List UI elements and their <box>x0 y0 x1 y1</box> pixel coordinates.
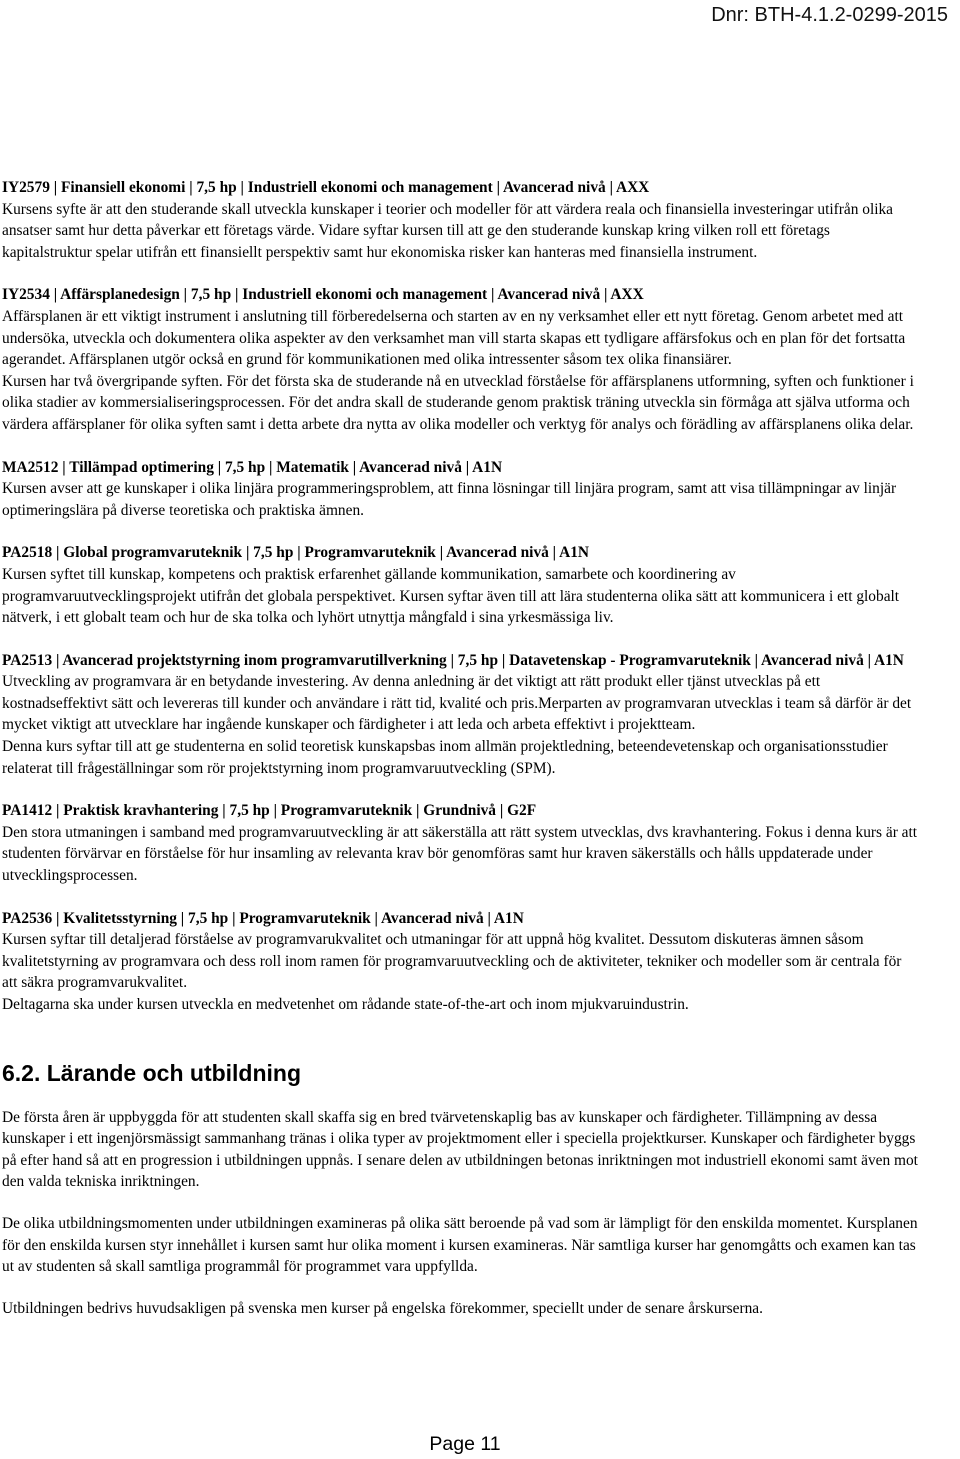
course-description: Kursens syfte är att den studerande skall utveckla kunskaper i teorier och modeller för att värdera reala och finansiella investeringar utifrån olika ansatser samt hur detta påverkar ett företags värde. Vidare syftar kursen till att ge den studerande kunskap kring vilken roll ett företags kapitalstruktur spelar utifrån ett finansiellt perspektiv samt hur ekonomiska risker kan hanteras med finansiella instrument. <box>2 200 894 261</box>
course-iy2534 <box>2 284 920 435</box>
section-paragraph: Utbildningen bedrivs huvudsakligen på svenska men kurser på engelska förekommer, speciellt under de senare årskurserna. <box>2 1299 763 1317</box>
course-pa2513 <box>2 650 920 780</box>
course-description: Deltagarna ska under kursen utveckla en medvetenhet om rådande state-of-the-art och inom mjukvaruindustrin. <box>2 996 689 1013</box>
course-description: Den stora utmaningen i samband med programvaruutveckling är att säkerställa att rätt system utvecklas, dvs kravhantering. Fokus i denna kurs är att studenten förvärvar en förståelse för hur insamling av relevanta krav bör genomföras samt hur kraven säkerställs och hålls uppdaterade under utvecklingsprocessen. <box>2 823 918 885</box>
course-pa2518 <box>2 542 920 628</box>
course-title: IY2579 | Finansiell ekonomi | 7,5 hp | Industriell ekonomi och management | Avancerad nivå | AXX <box>2 179 650 196</box>
section-larande-och-utbildning <box>2 1058 920 1320</box>
course-title: PA2518 | Global programvaruteknik | 7,5 hp | Programvaruteknik | Avancerad nivå | A1N <box>2 544 589 562</box>
course-description: Affärsplanen är ett viktigt instrument i anslutning till förberedelserna och starten av en ny verksamhet eller ett nytt företag. Genom arbetet med att undersöka, utveckla och dokumentera olika aspekter av den verksamhet man vill starta skapas ett tydligare affärsfokus och en plan för det fortsatta agerandet. Affärsplanen utgör också en grund för kommunikationen med olika intressenter såsom tex olika finansiärer. <box>2 307 906 369</box>
course-description: Kursen syftet till kunskap, kompetens och praktisk erfarenhet gällande kommunikation, samarbete och koordinering av programvaruutvecklingsprojekt utifrån det globala perspektivet. Kursen syftar även till att lära studenterna olika sätt att kommunicera i ett globalt nätverk, i ett globalt team och hur de ska tolka och lyhört utnyttja mångfald i sina yrkesmässiga liv. <box>2 565 900 627</box>
section-paragraph: De första åren är uppbyggda för att studenten skall skaffa sig en bred tvärvetenskaplig bas av kunskaper och färdigheter. Tillämpning av dessa kunskaper i ett ingenjörsmässigt sammanhang tränas i olika typer av projektmoment eller i speciella projektkurser. Kunskaper och färdigheter byggs på efter hand så att en progression i utbildningen uppnås. I senare delen av utbildningen betonas inriktningen mot industriell ekonomi samt även mot den valda tekniska inriktningen. <box>2 1108 918 1191</box>
course-description: Kursen har två övergripande syften. För det första ska de studerande nå en utvecklad förståelse för affärsplanens utformning, syften och funktioner i olika stadier av kommersialiseringsprocessen. För det andra skall de studerande genom praktisk träning utveckla sin förmåga att själva utforma och värdera affärsplaner för olika syften samt i detta arbete dra nytta av olika modeller och verktyg för analys och förädling av affärsplanens olika delar. <box>2 372 914 433</box>
course-pa1412 <box>2 800 920 886</box>
section-paragraph: De olika utbildningsmomenten under utbildningen examineras på olika sätt beroende på vad som är lämpligt för den enskilda momentet. Kursplanen för den enskilda kursen styr innehållet i kursen samt hur olika moment i kursen examineras. När samtliga kurser har genomgåtts och examen kan tas ut av studenten så skall samtliga programmål för programmet vara uppfyllda. <box>2 1214 918 1276</box>
course-title: PA2513 | Avancerad projektstyrning inom programvarutillverkning | 7,5 hp | Datavetenskap - Programvaruteknik | Avancerad nivå | A1N <box>2 651 904 669</box>
course-description: Kursen avser att ge kunskaper i olika linjära programmeringsproblem, att finna lösningar till linjära program, samt att visa tillämpningar av linjär optimeringslära på diverse teoretiska och praktiska ämnen. <box>2 480 897 519</box>
section-heading: 6.2. Lärande och utbildning <box>2 1059 302 1086</box>
page-content <box>2 177 920 1339</box>
course-title: MA2512 | Tillämpad optimering | 7,5 hp | Matematik | Avancerad nivå | A1N <box>2 458 503 476</box>
course-ma2512 <box>2 457 920 522</box>
course-iy2579 <box>2 177 920 263</box>
course-title: PA2536 | Kvalitetsstyrning | 7,5 hp | Programvaruteknik | Avancerad nivå | A1N <box>2 909 524 927</box>
course-description: Denna kurs syftar till att ge studenterna en solid teoretisk kunskapsbas inom allmän projektledning, beteendevetenskap och organisationsstudier relaterat till frågeställningar som rör projektstyrning inom programvaruutveckling (SPM). <box>2 738 888 777</box>
course-description: Utveckling av programvara är en betydande investering. Av denna anledning är det viktigt att rätt produkt eller tjänst utvecklas på ett kostnadseffektivt sätt och levereras till kunder och användare i rätt tid, kvalité och pris.Merparten av programvaran utvecklas i team så därför är det mycket viktigt att utvecklare har ingående kunskaper och färdigheter i att leda och arbeta effektivt i projektteam. <box>2 673 912 734</box>
course-description: Kursen syftar till detaljerad förståelse av programvarukvalitet och utmaningar för att uppnå hög kvalitet. Dessutom diskuteras ämnen såsom kvalitetstyrning av programvara och dess roll inom ramen för programvaruutveckling och de aktiviteter, tekniker och modeller som är centrala för att säkra programvarukvalitet. <box>2 931 902 992</box>
page-number: Page 11 <box>429 1433 501 1455</box>
course-title: IY2534 | Affärsplanedesign | 7,5 hp | Industriell ekonomi och management | Avancerad nivå | AXX <box>2 286 644 304</box>
course-pa2536 <box>2 908 920 1016</box>
document-number: Dnr: BTH-4.1.2-0299-2015 <box>711 4 948 26</box>
course-title: PA1412 | Praktisk kravhantering | 7,5 hp | Programvaruteknik | Grundnivå | G2F <box>2 802 537 820</box>
